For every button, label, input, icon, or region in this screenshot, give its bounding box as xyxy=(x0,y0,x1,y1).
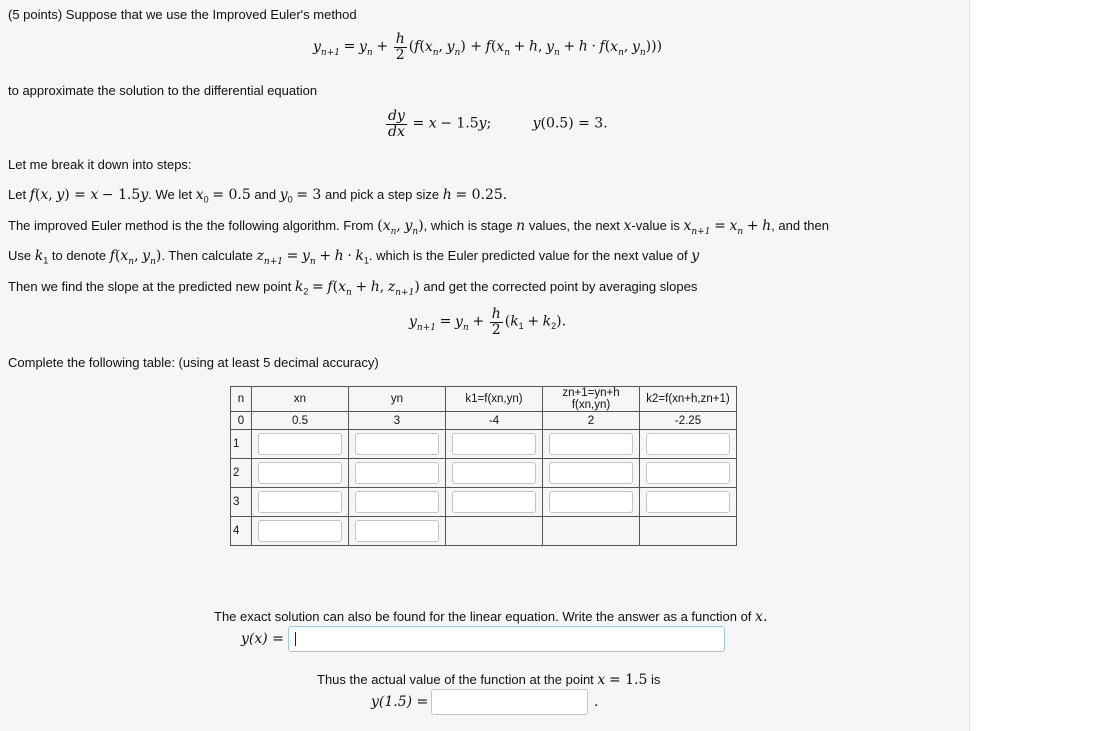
row4-xn-input[interactable] xyxy=(258,520,342,542)
row1-zn1-input[interactable] xyxy=(549,433,633,455)
exact-solution-input[interactable] xyxy=(288,626,725,652)
row1-yn-input[interactable] xyxy=(355,433,439,455)
header-yn: yn xyxy=(349,387,446,412)
row2-k2-input[interactable] xyxy=(646,462,730,484)
header-k2: k2=f(xn+h,zn+1) xyxy=(640,387,737,412)
row2-yn-input[interactable] xyxy=(355,462,439,484)
row3-k2-input[interactable] xyxy=(646,491,730,513)
table-prompt: Complete the following table: (using at least 5 decimal accuracy) xyxy=(8,355,379,370)
row0-zn1: 2 xyxy=(543,412,640,430)
exact-label: y(x) = xyxy=(241,631,284,647)
row0-yn: 3 xyxy=(349,412,446,430)
row0-k1: -4 xyxy=(446,412,543,430)
row3-yn-input[interactable] xyxy=(355,491,439,513)
row1-n: 1 xyxy=(231,430,252,459)
actual-value-input[interactable] xyxy=(431,689,588,715)
header-n: n xyxy=(231,387,252,412)
averaging-formula: $y_{n+1} = y_n$ + $\frac{h}{2}$ $(k_1 + k_2)$. xyxy=(409,306,567,338)
header-zn1: zn+1=yn+h f(xn,yn) xyxy=(543,387,640,412)
row0-n: 0 xyxy=(231,412,252,430)
text-caret xyxy=(295,632,296,646)
row1-xn-input[interactable] xyxy=(258,433,342,455)
row1-k1-input[interactable] xyxy=(452,433,536,455)
row4-n: 4 xyxy=(231,517,252,546)
euler-table xyxy=(230,386,737,546)
row3-n: 3 xyxy=(231,488,252,517)
approx-text: to approximate the solution to the differential equation xyxy=(8,83,318,98)
actual-label: y(1.5) = xyxy=(371,694,429,710)
row3-zn1-input[interactable] xyxy=(549,491,633,513)
table-row xyxy=(231,459,737,488)
row0-xn: 0.5 xyxy=(252,412,349,430)
table-row xyxy=(231,517,737,546)
algorithm-line: The improved Euler method is the the following algorithm. From ($x_n$, $y_n$), which is stage n values, the next x-value is $x_{n+1} = x_n + h$, and then xyxy=(8,218,829,237)
row4-k2-empty xyxy=(640,517,737,546)
row4-yn-input[interactable] xyxy=(355,520,439,542)
row4-k1-empty xyxy=(446,517,543,546)
row3-k1-input[interactable] xyxy=(452,491,536,513)
problem-intro: (5 points) Suppose that we use the Improved Euler's method xyxy=(8,7,357,22)
header-k1: k1=f(xn,yn) xyxy=(446,387,543,412)
differential-equation: $\frac{dy}{dx}$ = x − 1.5y; y(0.5) = 3. xyxy=(388,108,608,140)
row2-n: 2 xyxy=(231,459,252,488)
exact-text: The exact solution can also be found for the linear equation. Write the answer as a function of x. xyxy=(214,609,768,625)
let-line: Let f(x, y) = x − 1.5y. We let $x_0 = 0.5$ and $y_0 = 3$ and pick a step size h = 0.25. xyxy=(8,187,508,205)
row1-k2-input[interactable] xyxy=(646,433,730,455)
improved-euler-formula: $y_{n+1} = y_n$ + $\frac{h}{2}$ ($f(x_n$, $y_n) + f(x_n + h$, $y_n + h \cdot f(x_n$, $y_n$))) xyxy=(313,31,663,63)
table-header-row xyxy=(231,387,737,412)
k2-line: Then we find the slope at the predicted new point $k_2 = f(x_n + h$, $z_{n+1}$) and get the corrected point by averaging slopes xyxy=(8,279,698,298)
table-row xyxy=(231,430,737,459)
period: . xyxy=(594,694,599,710)
steps-heading: Let me break it down into steps: xyxy=(8,157,192,172)
row4-zn1-empty xyxy=(543,517,640,546)
header-xn: xn xyxy=(252,387,349,412)
actual-text: Thus the actual value of the function at the point x = 1.5 is xyxy=(317,672,661,688)
row2-zn1-input[interactable] xyxy=(549,462,633,484)
row2-xn-input[interactable] xyxy=(258,462,342,484)
k1-line: Use $k_1$ to denote $f(x_n$, $y_n$). Then calculate $z_{n+1} = y_n + h \cdot k_1$. which is the Euler predicted value for the next value of y xyxy=(8,248,700,267)
row2-k1-input[interactable] xyxy=(452,462,536,484)
table-row xyxy=(231,412,737,430)
table-row xyxy=(231,488,737,517)
row0-k2: -2.25 xyxy=(640,412,737,430)
row3-xn-input[interactable] xyxy=(258,491,342,513)
